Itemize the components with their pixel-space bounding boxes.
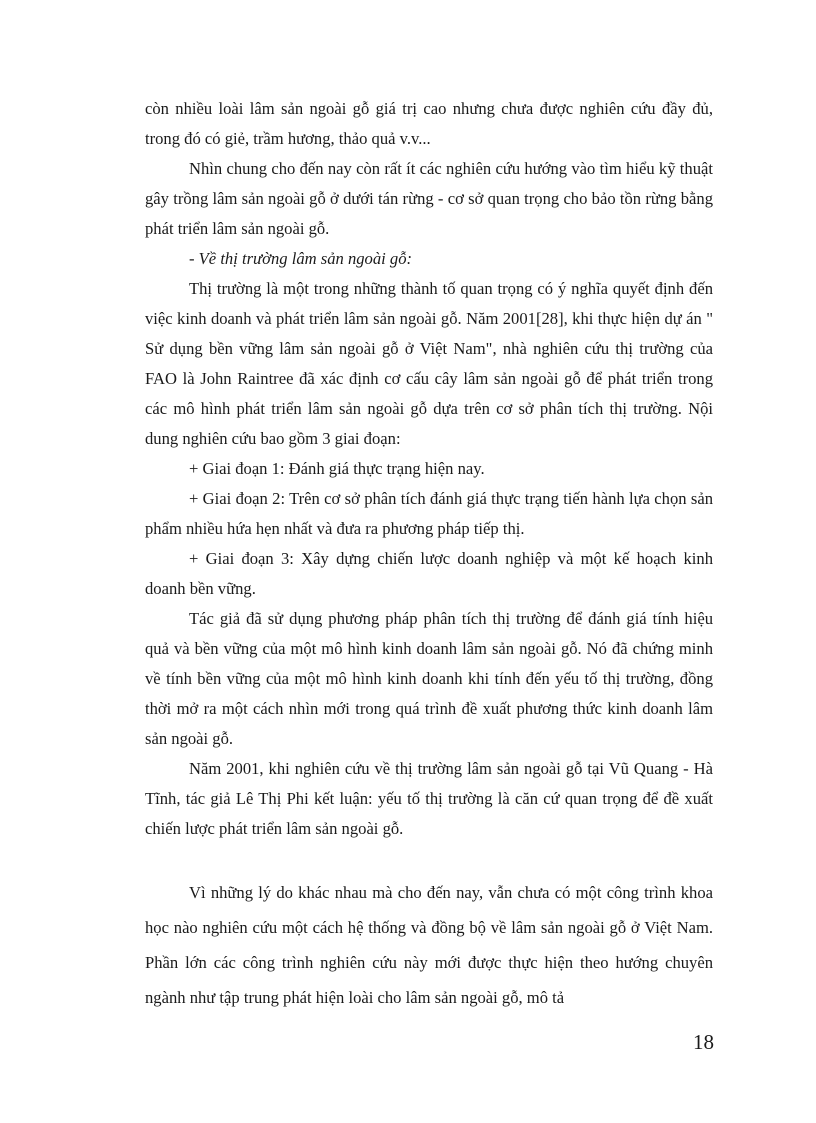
body-text-lower	[145, 875, 713, 1015]
section-heading-market: - Về thị trường lâm sản ngoài gỗ:	[189, 249, 413, 268]
list-item-stage-3: + Giai đoạn 3: Xây dựng chiến lược doanh nghiệp và một kế hoạch kinh doanh bền vững.	[145, 549, 713, 598]
paragraph-summary: Nhìn chung cho đến nay còn rất ít các nghiên cứu hướng vào tìm hiểu kỹ thuật gây trồng lâm sản ngoài gỗ ở dưới tán rừng - cơ sở quan trọng cho bảo tồn rừng bằng phát triển lâm sản ngoài gỗ.	[145, 159, 713, 238]
paragraph-conclusion: Vì những lý do khác nhau mà cho đến nay, vẫn chưa có một công trình khoa học nào nghiên cứu một cách hệ thống và đồng bộ về lâm sản ngoài gỗ ở Việt Nam. Phần lớn các công trình nghiên cứu này mới được thực hiện theo hướng chuyên ngành như tập trung phát hiện loài cho lâm sản ngoài gỗ, mô tả	[145, 883, 713, 1007]
paragraph-market-intro: Thị trường là một trong những thành tố quan trọng có ý nghĩa quyết định đến việc kinh doanh và phát triển lâm sản ngoài gỗ. Năm 2001[28], khi thực hiện dự án " Sử dụng bền vững lâm sản ngoài gỗ ở Việt Nam", nhà nghiên cứu thị trường của FAO là John Raintree đã xác định cơ cấu cây lâm sản ngoài gỗ để phát triển trong các mô hình phát triển lâm sản ngoài gỗ dựa trên cơ sở phân tích thị trường. Nội dung nghiên cứu bao gồm 3 giai đoạn:	[145, 279, 713, 448]
body-text-upper	[145, 94, 713, 844]
list-item-stage-2: + Giai đoạn 2: Trên cơ sở phân tích đánh giá thực trạng tiến hành lựa chọn sản phẩm nhiều hứa hẹn nhất và đưa ra phương pháp tiếp thị.	[145, 489, 713, 538]
paragraph-author-method: Tác giả đã sử dụng phương pháp phân tích thị trường để đánh giá tính hiệu quả và bền vững của một mô hình kinh doanh lâm sản ngoài gỗ. Nó đã chứng minh về tính bền vững của một mô hình kinh doanh khi tính đến yếu tố thị trường, đồng thời mở ra một cách nhìn mới trong quá trình đề xuất phương thức kinh doanh lâm sản ngoài gỗ.	[145, 609, 713, 748]
list-item-stage-1: + Giai đoạn 1: Đánh giá thực trạng hiện nay.	[189, 459, 485, 478]
page-number: 18	[693, 1030, 714, 1054]
paragraph-continuation: còn nhiều loài lâm sản ngoài gỗ giá trị cao nhưng chưa được nghiên cứu đầy đủ, trong đó có giẻ, trầm hương, thảo quả v.v...	[145, 99, 713, 148]
paragraph-vu-quang: Năm 2001, khi nghiên cứu về thị trường lâm sản ngoài gỗ tại Vũ Quang - Hà Tĩnh, tác giả Lê Thị Phi kết luận: yếu tố thị trường là căn cứ quan trọng để đề xuất chiến lược phát triển lâm sản ngoài gỗ.	[145, 759, 713, 838]
